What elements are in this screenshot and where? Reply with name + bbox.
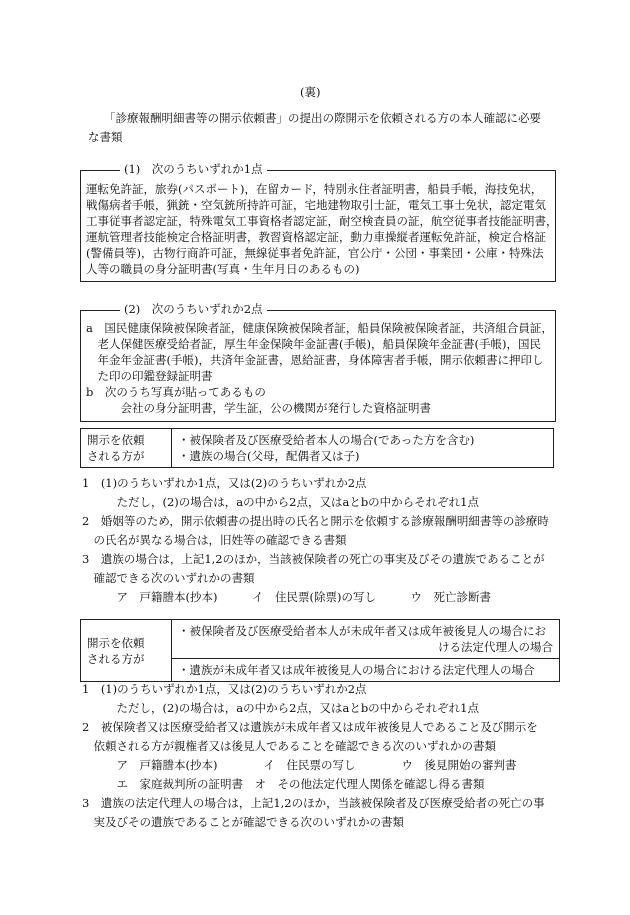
requester-cases-cell — [172, 429, 554, 468]
section-1-line: 戦傷病者手帳，猟銃・空気銃所持許可証，宅地建物取引士証，電気工事士免状，認定電気 — [86, 198, 546, 212]
note-line: 2 被保険者又は医療受給者又は遺族が未成年者又は成年被後見人であること及び開示を — [82, 720, 538, 734]
note-line: ア 戸籍謄本(抄本) イ 住民票の写し ウ 後見開始の審判書 — [82, 758, 517, 772]
note-line: 3 遺族の場合は，上記1,2のほか，当該被保険者の死亡の事実及びその遺族であることが — [82, 552, 545, 566]
requester-label-line-1: 開示を依頼 — [87, 433, 145, 447]
requester-table-2 — [80, 619, 560, 682]
requester-label-cell — [81, 429, 172, 468]
section-1-line: 人等の職員の身分証明書(写真・生年月日のあるもの) — [86, 262, 360, 276]
requester-case-bereaved: ・遺族の場合(父母，配偶者又は子) — [178, 449, 360, 463]
representative-label-line-2: される方が — [87, 651, 145, 666]
representative-case-minor-line-2: ける法定代理人の場合 — [438, 640, 553, 654]
note-line: 1 (1)のうちいずれか1点，又は(2)のうちいずれか2点 — [82, 682, 367, 696]
section-1-line: 運航管理者技能検定合格証明書，教習資格認定証，動力車操縦者運転免許証，検定合格証 — [86, 230, 546, 244]
section-2-line: 老人保健医療受給者証，厚生年金保険年金証書(手帳)，船員保険年金証書(手帳)，国民 — [86, 337, 541, 351]
representative-case-bereaved: ・遺族が未成年者又は成年被後見人の場合における法定代理人の場合 — [178, 663, 535, 677]
note-line: 実及びその遺族であることが確認できる次のいずれかの書類 — [82, 815, 404, 829]
representative-case-minor-cell — [172, 620, 560, 659]
section-2-line: b 次のうち写真が貼ってあるもの — [86, 385, 266, 399]
note-line: 3 遺族の法定代理人の場合は，上記1,2のほか，当該被保険者及び医療受給者の死亡の事 — [82, 796, 545, 810]
note-line: 依頼される方が親権者又は後見人であることを確認できる次のいずれかの書類 — [82, 739, 496, 753]
page-side-label: (裏) — [300, 85, 321, 99]
note-line: エ 家庭裁判所の証明書 オ その他法定代理人関係を確認し得る書類 — [82, 777, 485, 791]
note-line: ただし，(2)の場合は，aの中から2点，又はaとbの中からそれぞれ1点 — [82, 701, 479, 715]
note-line: 2 婚姻等のため，開示依頼書の提出時の氏名と開示を依頼する診療報酬明細書等の診療時 — [82, 514, 549, 528]
requester-case-self: ・被保険者及び医療受給者本人の場合(であった方を含む) — [178, 433, 475, 447]
requester-label-line-2: される方が — [87, 449, 145, 463]
representative-label-cell — [81, 620, 172, 682]
representative-case-minor-line-1: ・被保険者及び医療受給者本人が未成年者又は成年被後見人の場合にお — [178, 624, 546, 638]
section-1-line: (警備員等)，古物行商許可証，無線従事者免許証，官公庁・公団・事業団・公庫・特殊法 — [86, 246, 544, 260]
section-1-line: 運転免許証，旅券(パスポート)，在留カード，特別永住者証明書，船員手帳，海技免状， — [86, 182, 543, 196]
section-1-line: 工事従事者認定証，特殊電気工事資格者認定証，耐空検査員の証，航空従事者技能証明書， — [86, 214, 558, 228]
note-line: の氏名が異なる場合は，旧姓等の確認できる書類 — [82, 533, 347, 547]
note-line: 確認できる次のいずれかの書類 — [82, 571, 255, 585]
representative-case-bereaved-cell — [172, 659, 560, 682]
section-1-legend: (1) 次のうちいずれか1点 — [120, 161, 267, 177]
note-line: 1 (1)のうちいずれか1点，又は(2)のうちいずれか2点 — [82, 476, 367, 490]
document-title-line-1: 「診療報酬明細書等の開示依頼書」の提出の際開示を依頼される方の本人確認に必要 — [104, 111, 541, 125]
section-2-line: 会社の身分証明書，学生証，公の機関が発行した資格証明書 — [86, 401, 431, 415]
section-2-line: 年金年金証書(手帳)，共済年金証書，恩給証書，身体障害者手帳，開示依頼書に押印し — [86, 353, 544, 367]
note-line: ア 戸籍謄本(抄本) イ 住民票(除票)の写し ウ 死亡診断書 — [82, 590, 491, 604]
representative-label-line-1: 開示を依頼 — [87, 635, 145, 650]
document-title-line-2: な書類 — [88, 130, 123, 144]
section-2-line: た印の印鑑登録証明書 — [86, 369, 213, 383]
note-line: ただし，(2)の場合は，aの中から2点，又はaとbの中からそれぞれ1点 — [82, 495, 479, 509]
requester-table-1 — [80, 428, 554, 468]
section-2-legend: (2) 次のうちいずれか2点 — [120, 301, 267, 317]
section-2-line: a 国民健康保険被保険者証，健康保険被保険者証，船員保険被保険者証，共済組合員証， — [86, 321, 553, 335]
